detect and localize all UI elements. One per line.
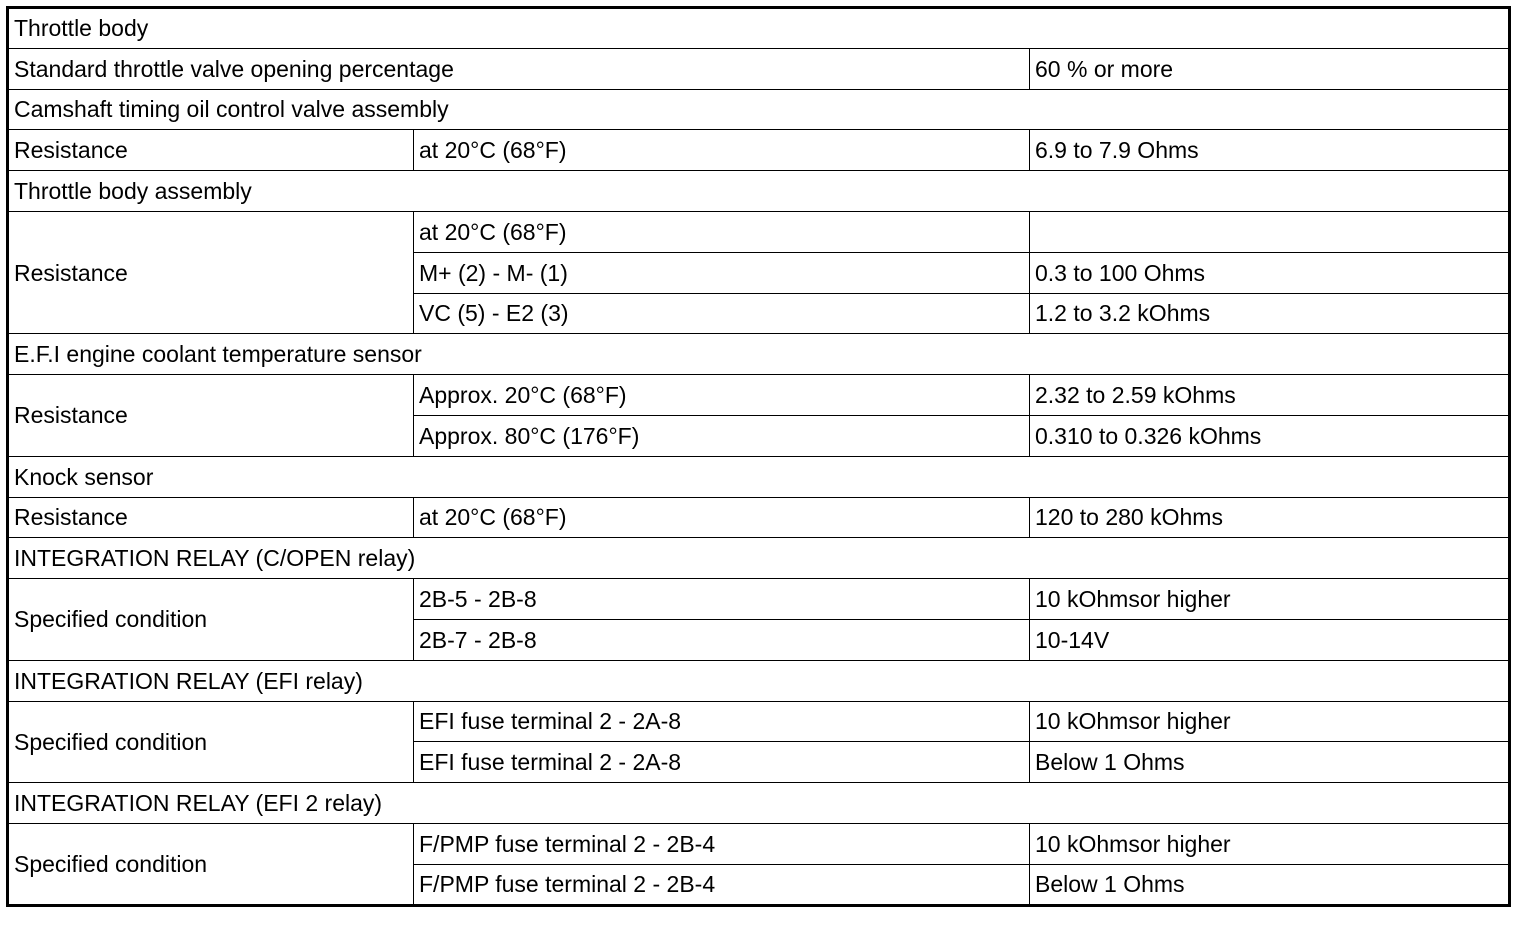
section-header-row (8, 8, 1510, 49)
section-header-row (8, 783, 1510, 824)
spec-label: Resistance (8, 130, 414, 171)
spec-value: Below 1 Ohms (1030, 864, 1510, 905)
spec-value: Below 1 Ohms (1030, 742, 1510, 783)
section-title: Throttle body assembly (8, 171, 1510, 212)
section-title: Knock sensor (8, 456, 1510, 497)
spec-label: Standard throttle valve opening percentage (8, 48, 1030, 89)
spec-condition: VC (5) - E2 (3) (414, 293, 1030, 334)
spec-table (6, 6, 1511, 907)
spec-condition: 2B-7 - 2B-8 (414, 619, 1030, 660)
table-row (8, 579, 1510, 620)
spec-label: Resistance (8, 375, 414, 457)
spec-label: Resistance (8, 497, 414, 538)
table-row (8, 375, 1510, 416)
spec-value: 60 % or more (1030, 48, 1510, 89)
spec-condition: at 20°C (68°F) (414, 497, 1030, 538)
table-row (8, 701, 1510, 742)
table-row (8, 48, 1510, 89)
spec-value: 6.9 to 7.9 Ohms (1030, 130, 1510, 171)
spec-condition: EFI fuse terminal 2 - 2A-8 (414, 701, 1030, 742)
spec-value: 1.2 to 3.2 kOhms (1030, 293, 1510, 334)
spec-condition: EFI fuse terminal 2 - 2A-8 (414, 742, 1030, 783)
spec-condition: M+ (2) - M- (1) (414, 252, 1030, 293)
table-row (8, 823, 1510, 864)
section-title: INTEGRATION RELAY (EFI relay) (8, 660, 1510, 701)
section-title: E.F.I engine coolant temperature sensor (8, 334, 1510, 375)
spec-value: 120 to 280 kOhms (1030, 497, 1510, 538)
spec-value: 2.32 to 2.59 kOhms (1030, 375, 1510, 416)
section-header-row (8, 456, 1510, 497)
spec-condition: at 20°C (68°F) (414, 211, 1030, 252)
section-header-row (8, 89, 1510, 130)
spec-value: 10 kOhmsor higher (1030, 579, 1510, 620)
table-row (8, 497, 1510, 538)
spec-label: Specified condition (8, 579, 414, 661)
spec-value: 0.310 to 0.326 kOhms (1030, 415, 1510, 456)
section-header-row (8, 538, 1510, 579)
spec-label: Specified condition (8, 701, 414, 783)
spec-value: 10 kOhmsor higher (1030, 823, 1510, 864)
section-title: INTEGRATION RELAY (EFI 2 relay) (8, 783, 1510, 824)
spec-value: 10 kOhmsor higher (1030, 701, 1510, 742)
table-row (8, 130, 1510, 171)
spec-label: Resistance (8, 211, 414, 333)
section-header-row (8, 660, 1510, 701)
spec-value: 0.3 to 100 Ohms (1030, 252, 1510, 293)
section-header-row (8, 334, 1510, 375)
section-header-row (8, 171, 1510, 212)
spec-condition: F/PMP fuse terminal 2 - 2B-4 (414, 823, 1030, 864)
section-title: INTEGRATION RELAY (C/OPEN relay) (8, 538, 1510, 579)
spec-condition: at 20°C (68°F) (414, 130, 1030, 171)
spec-condition: 2B-5 - 2B-8 (414, 579, 1030, 620)
spec-label: Specified condition (8, 823, 414, 905)
spec-condition: F/PMP fuse terminal 2 - 2B-4 (414, 864, 1030, 905)
table-row (8, 211, 1510, 252)
section-title: Throttle body (8, 8, 1510, 49)
spec-value: 10-14V (1030, 619, 1510, 660)
spec-value (1030, 211, 1510, 252)
spec-condition: Approx. 80°C (176°F) (414, 415, 1030, 456)
section-title: Camshaft timing oil control valve assembly (8, 89, 1510, 130)
spec-condition: Approx. 20°C (68°F) (414, 375, 1030, 416)
